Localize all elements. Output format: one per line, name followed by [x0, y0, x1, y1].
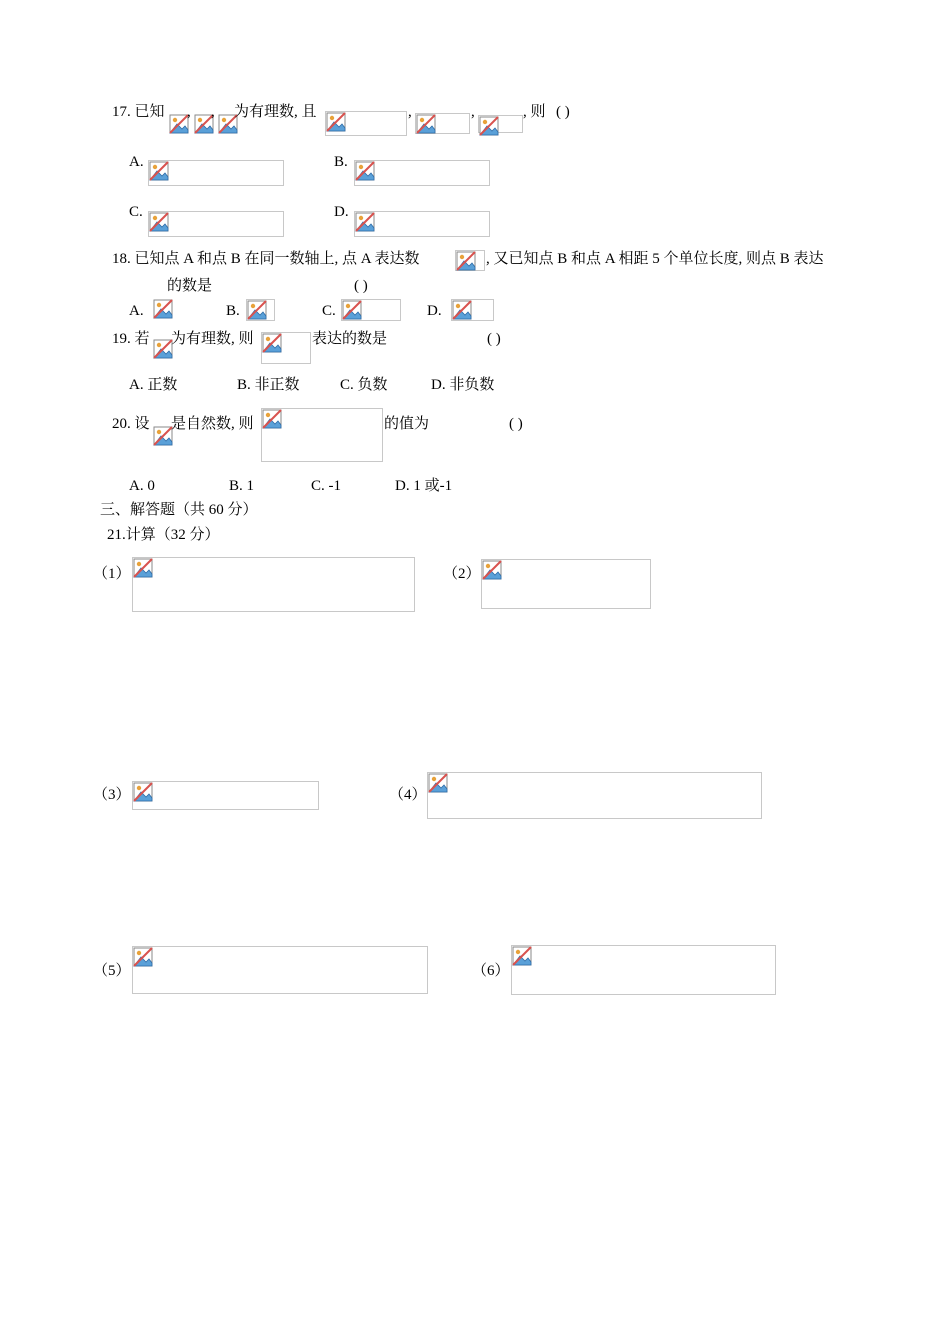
broken-image-icon	[153, 299, 173, 319]
q17-comma: ,	[187, 104, 191, 120]
q19-mid: 为有理数, 则	[171, 331, 254, 347]
formula-image	[261, 332, 311, 364]
broken-image-icon	[153, 339, 173, 359]
broken-image-icon	[262, 409, 282, 429]
broken-image-icon	[169, 114, 189, 134]
broken-image-icon	[479, 116, 499, 136]
broken-image-icon	[149, 161, 169, 181]
q17-option-b-label: B.	[334, 154, 348, 170]
problem-6-image	[511, 945, 776, 995]
formula-image	[325, 111, 407, 136]
q18-option-d-image	[451, 299, 494, 321]
broken-image-icon	[355, 212, 375, 232]
q20-option-b: B. 1	[229, 478, 255, 494]
q19-option-b: B. 非正数	[237, 377, 300, 393]
problem-1-label: （1）	[93, 566, 131, 582]
formula-image	[261, 408, 383, 462]
problem-1-image	[132, 557, 415, 612]
q21-title: 21.计算（32 分）	[107, 527, 220, 543]
q17-mid: 为有理数, 且	[234, 104, 317, 120]
problem-5-label: （5）	[93, 963, 131, 979]
q18-option-c-label: C.	[322, 303, 336, 319]
broken-image-icon	[133, 558, 153, 578]
section-title: 三、解答题（共 60 分）	[100, 502, 258, 518]
problem-4-image	[427, 772, 762, 819]
q17-option-d-image	[354, 211, 490, 237]
broken-image-icon	[153, 426, 173, 446]
q17-suffix: , 则	[523, 104, 546, 120]
formula-image	[153, 339, 170, 358]
q20-prefix: 20. 设	[112, 416, 150, 432]
q18-answer-paren: ( )	[354, 278, 368, 294]
q20-answer-paren: ( )	[509, 416, 523, 432]
problem-5-image	[132, 946, 428, 994]
q20-suffix: 的值为	[384, 416, 430, 432]
broken-image-icon	[512, 946, 532, 966]
q18-option-a-image	[153, 299, 169, 320]
broken-image-icon	[133, 782, 153, 802]
q17-option-c-image	[148, 211, 284, 237]
broken-image-icon	[456, 251, 476, 271]
q17-comma: ,	[471, 104, 475, 120]
broken-image-icon	[452, 300, 472, 320]
q18-option-d-label: D.	[427, 303, 442, 319]
q19-answer-paren: ( )	[487, 331, 501, 347]
problem-4-label: （4）	[389, 787, 427, 803]
problem-2-image	[481, 559, 651, 609]
problem-6-label: （6）	[472, 963, 510, 979]
q17-answer-paren: ( )	[556, 104, 570, 120]
formula-image	[169, 114, 186, 133]
q20-option-a: A. 0	[129, 478, 155, 494]
broken-image-icon	[133, 947, 153, 967]
formula-image	[415, 113, 470, 134]
q18-option-b-image	[246, 299, 275, 321]
q19-suffix: 表达的数是	[312, 331, 388, 347]
formula-image	[194, 114, 211, 133]
q19-option-c: C. 负数	[340, 377, 388, 393]
q17-option-a-label: A.	[129, 154, 144, 170]
q17-option-c-label: C.	[129, 204, 143, 220]
q20-mid: 是自然数, 则	[171, 416, 254, 432]
q20-option-c: C. -1	[311, 478, 341, 494]
q18-line1-start: 18. 已知点 A 和点 B 在同一数轴上, 点 A 表达数	[112, 251, 420, 267]
q18-line2: 的数是	[167, 278, 213, 294]
q19-option-a: A. 正数	[129, 377, 178, 393]
q17-comma: ,	[211, 104, 215, 120]
q17-option-d-label: D.	[334, 204, 349, 220]
q18-option-a-label: A.	[129, 303, 144, 319]
broken-image-icon	[428, 773, 448, 793]
problem-2-label: （2）	[443, 566, 481, 582]
formula-image	[478, 115, 523, 133]
broken-image-icon	[416, 114, 436, 134]
formula-image	[218, 114, 233, 133]
broken-image-icon	[482, 560, 502, 580]
problem-3-label: （3）	[93, 787, 131, 803]
formula-image	[153, 426, 170, 444]
broken-image-icon	[149, 212, 169, 232]
broken-image-icon	[247, 300, 267, 320]
q17-option-a-image	[148, 160, 284, 186]
broken-image-icon	[342, 300, 362, 320]
broken-image-icon	[326, 112, 346, 132]
q17-prefix: 17. 已知	[112, 104, 165, 120]
broken-image-icon	[262, 333, 282, 353]
q18-option-c-image	[341, 299, 401, 321]
q17-comma: ,	[408, 104, 412, 120]
q18-option-b-label: B.	[226, 303, 240, 319]
broken-image-icon	[355, 161, 375, 181]
q19-option-d: D. 非负数	[431, 377, 495, 393]
q17-option-b-image	[354, 160, 490, 186]
q19-prefix: 19. 若	[112, 331, 150, 347]
formula-image	[455, 250, 485, 271]
q18-line1-end: , 又已知点 B 和点 A 相距 5 个单位长度, 则点 B 表达	[486, 251, 824, 267]
q20-option-d: D. 1 或-1	[395, 478, 453, 494]
problem-3-image	[132, 781, 319, 810]
